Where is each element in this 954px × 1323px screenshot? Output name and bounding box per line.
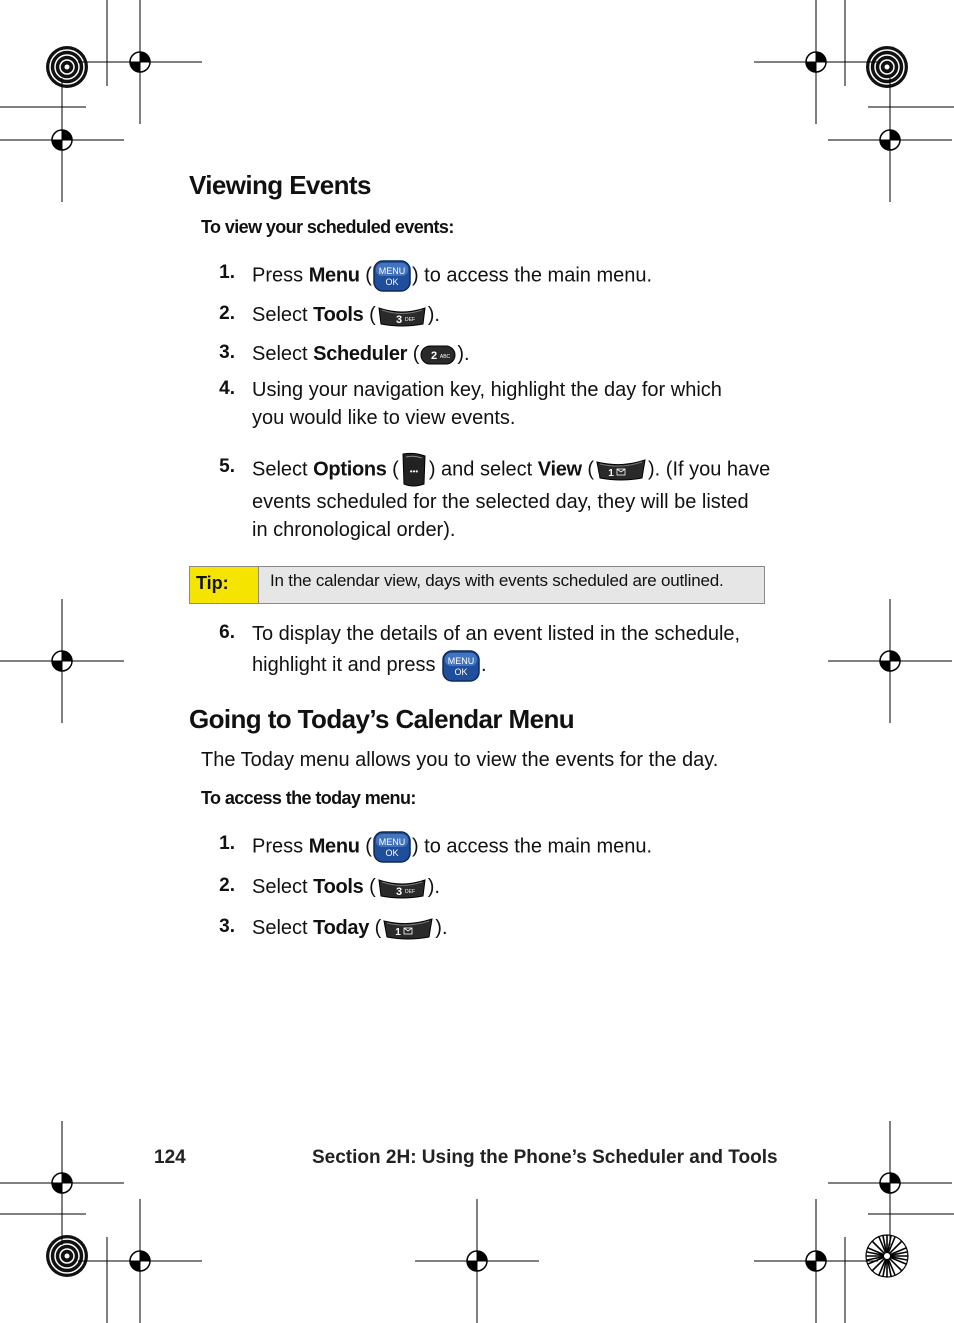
tip-label: Tip:: [190, 567, 259, 603]
step-text-mid: (: [363, 876, 376, 898]
step-text-post: ) to access the main menu.: [411, 264, 653, 287]
key-label: 1: [608, 468, 614, 479]
options-glyph: •••: [409, 467, 419, 476]
key-1-voicemail-icon: [595, 458, 647, 482]
step-text-mid: (: [359, 835, 372, 858]
key-3-def-icon: [377, 304, 427, 328]
key-label: 3: [395, 885, 402, 898]
step-text: [252, 452, 770, 544]
step-text: [252, 620, 740, 682]
tip-text: In the calendar view, days with events scheduled are outlined.: [259, 567, 764, 603]
key-label: 1: [395, 926, 402, 938]
step-text: [252, 831, 652, 863]
step-text-post: ).: [457, 343, 470, 365]
step-text-post: ) and select: [428, 458, 538, 481]
step-number: 6.: [219, 622, 235, 643]
step-text: [252, 340, 470, 368]
step-text-pre: Select: [252, 304, 314, 326]
key-2-abc-icon: [420, 344, 456, 366]
key-1-voicemail-icon: [382, 917, 434, 941]
step-keyword: Menu: [308, 264, 360, 287]
step-text: [252, 301, 440, 329]
step-text-pre: Select: [252, 917, 314, 939]
step-number: 1.: [219, 262, 235, 283]
step-keyword: Options: [313, 458, 387, 481]
menu-key-top-label: MENU: [378, 837, 406, 847]
step-text: [252, 260, 652, 292]
step-keyword: Today: [313, 917, 370, 939]
menu-key-top-label: MENU: [378, 266, 406, 276]
step-text-pre: Select: [252, 343, 314, 365]
key-label: 2: [431, 349, 438, 362]
key-label: 3: [395, 313, 402, 326]
key-sublabel: ABC: [440, 353, 451, 360]
step-keyword: Menu: [308, 835, 360, 858]
footer-section-title: Section 2H: Using the Phone’s Scheduler and Tools: [312, 1147, 778, 1168]
menu-key-top-label: MENU: [447, 655, 475, 666]
step-line: events scheduled for the selected day, they will be listed: [252, 491, 749, 513]
key-sublabel: DEF: [404, 888, 415, 895]
step-text: [252, 914, 448, 942]
menu-ok-key-icon: [373, 831, 411, 863]
step-text-post: ).: [427, 876, 440, 898]
step-line: in chronological order).: [252, 519, 456, 541]
options-key-icon: [400, 452, 428, 488]
step-line: you would like to view events.: [252, 407, 516, 429]
step-text-pre: Select: [252, 876, 314, 898]
step-text: [252, 376, 722, 432]
key-sublabel: DEF: [404, 316, 415, 323]
menu-key-bottom-label: OK: [385, 277, 399, 287]
step-text-pre: Select: [252, 458, 314, 481]
step-number: 4.: [219, 378, 235, 399]
section-intro: The Today menu allows you to view the events for the day.: [201, 749, 719, 771]
step-line: To display the details of an event listed in the schedule,: [252, 623, 741, 645]
menu-key-bottom-label: OK: [454, 666, 468, 677]
section-title-viewing-events: Viewing Events: [189, 170, 371, 200]
step-number: 3.: [219, 916, 235, 937]
step-number: 2.: [219, 875, 235, 896]
step-text-mid: (: [386, 458, 399, 481]
step-text-post: .: [481, 654, 487, 676]
tip-box: [189, 566, 765, 604]
step-text: [252, 873, 440, 901]
step-line: Using your navigation key, highlight the day for which: [252, 379, 722, 401]
section-lead: To view your scheduled events:: [201, 217, 454, 237]
step-text-pre: highlight it and press: [252, 654, 442, 676]
step-keyword: Scheduler: [313, 343, 408, 365]
section-title-todays-calendar: Going to Today’s Calendar Menu: [189, 704, 575, 734]
step-text-post: ).: [427, 304, 440, 326]
menu-key-bottom-label: OK: [385, 848, 399, 858]
step-text-post: ).: [435, 917, 448, 939]
step-text-mid: (: [581, 458, 595, 481]
step-text-mid: (: [359, 264, 372, 287]
menu-ok-key-icon: [373, 260, 411, 292]
step-number: 3.: [219, 342, 235, 363]
step-text-mid: (: [407, 343, 420, 365]
section-lead: To access the today menu:: [201, 788, 416, 808]
step-text-pre: Press: [252, 835, 309, 858]
menu-ok-key-icon: [442, 650, 480, 682]
step-keyword: View: [537, 458, 582, 481]
step-text-post: ). (If you have: [648, 458, 771, 481]
page-number: 124: [154, 1147, 186, 1168]
step-text-mid: (: [363, 304, 376, 326]
step-text-post: ) to access the main menu.: [411, 835, 653, 858]
step-number: 1.: [219, 833, 235, 854]
step-text-pre: Press: [252, 264, 309, 287]
step-keyword: Tools: [313, 876, 364, 898]
step-keyword: Tools: [313, 304, 364, 326]
key-3-def-icon: [377, 876, 427, 900]
step-number: 2.: [219, 303, 235, 324]
step-number: 5.: [219, 456, 235, 477]
step-text-mid: (: [369, 917, 382, 939]
